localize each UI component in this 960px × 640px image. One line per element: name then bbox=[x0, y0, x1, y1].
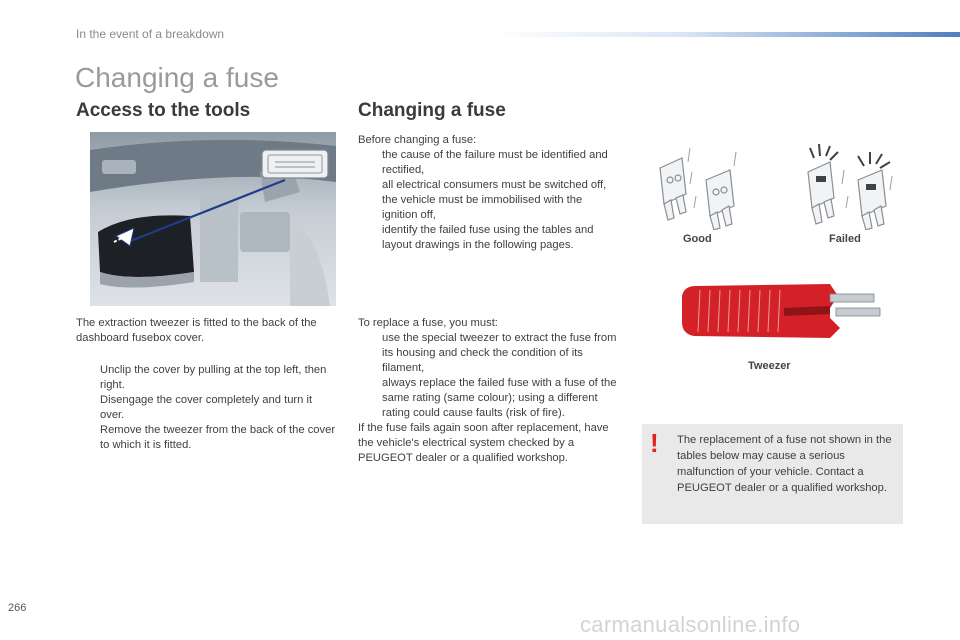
tweezer-location-text: The extraction tweezer is fitted to the back of the dashboard fusebox cover. bbox=[76, 317, 317, 344]
tweezer-label: Tweezer bbox=[748, 360, 791, 372]
list-item bbox=[358, 148, 620, 178]
tweezer-illustration bbox=[680, 278, 885, 342]
step-text: Disengage the cover completely and turn it over. bbox=[100, 394, 313, 421]
replace-step-text: use the special tweezer to extract the fuse from its housing and check the condition of its filament, bbox=[382, 332, 617, 374]
changing-fuse-heading: Changing a fuse bbox=[358, 100, 506, 121]
step-text: Remove the tweezer from the back of the cover to which it is fitted. bbox=[100, 424, 336, 451]
replace-intro: To replace a fuse, you must: bbox=[358, 317, 498, 329]
warning-icon: ! bbox=[650, 428, 659, 458]
watermark: carmanualsonline.info bbox=[580, 612, 801, 637]
failed-label: Failed bbox=[829, 233, 861, 245]
page-number: 266 bbox=[8, 602, 27, 614]
list-item bbox=[358, 331, 620, 376]
step-text: Unclip the cover by pulling at the top left, then right. bbox=[100, 364, 327, 391]
section-header: In the event of a breakdown bbox=[76, 27, 225, 41]
list-item bbox=[358, 376, 620, 421]
before-intro: Before changing a fuse: bbox=[358, 134, 477, 146]
list-item bbox=[358, 223, 620, 253]
header-accent-bar bbox=[490, 32, 960, 37]
good-fuses-illustration bbox=[650, 140, 745, 230]
failed-fuses-illustration bbox=[800, 140, 900, 230]
access-tools-heading: Access to the tools bbox=[76, 100, 251, 121]
precondition-text: identify the failed fuse using the tables and layout drawings in the following pages. bbox=[382, 224, 594, 251]
warning-text: The replacement of a fuse not shown in the tables below may cause a serious malfunction of your vehicle. Contact a PEUGEOT dealer or a qualified workshop. bbox=[677, 434, 892, 494]
precondition-text: all electrical consumers must be switched off, bbox=[382, 179, 607, 191]
good-label: Good bbox=[683, 233, 712, 245]
list-item bbox=[76, 423, 338, 453]
page-title: Changing a fuse bbox=[75, 62, 279, 93]
list-item bbox=[358, 193, 620, 223]
dashboard-fusebox-photo bbox=[90, 132, 336, 306]
precondition-text: the cause of the failure must be identified and rectified, bbox=[382, 149, 608, 176]
list-item bbox=[76, 363, 338, 393]
precondition-text: the vehicle must be immobilised with the ignition off, bbox=[382, 194, 583, 221]
list-item bbox=[76, 393, 338, 423]
closing-note: If the fuse fails again soon after replacement, have the vehicle's electrical system checked by a PEUGEOT dealer or a qualified workshop. bbox=[358, 422, 609, 464]
list-item bbox=[358, 178, 620, 193]
replace-step-text: always replace the failed fuse with a fuse of the same rating (same colour); using a different rating could cause faults (risk of fire). bbox=[382, 377, 617, 419]
